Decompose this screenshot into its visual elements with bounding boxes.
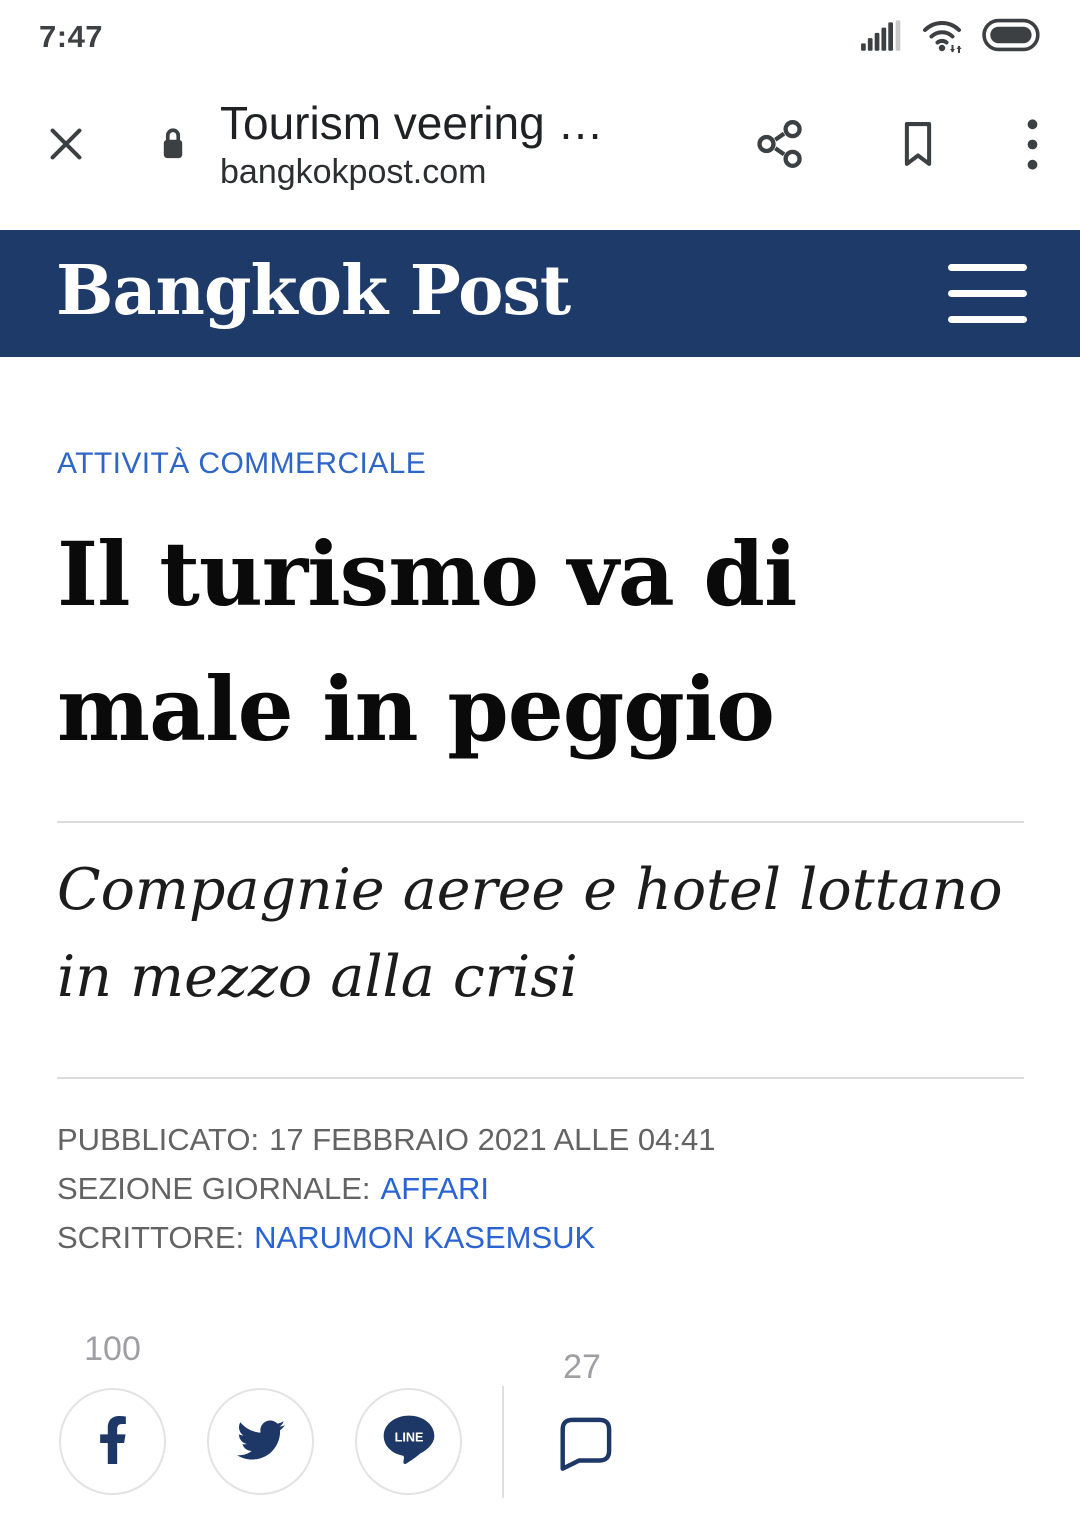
browser-page-title: Tourism veering … <box>220 97 604 149</box>
battery-icon <box>982 18 1044 57</box>
headline-line-1: Il turismo va di <box>57 522 797 626</box>
status-icons <box>860 16 1044 59</box>
lock-icon[interactable] <box>156 125 190 163</box>
svg-text:LINE: LINE <box>394 1430 423 1445</box>
section-label: SEZIONE GIORNALE: <box>57 1171 371 1206</box>
hamburger-menu-icon[interactable] <box>948 264 1027 323</box>
twitter-share-button[interactable] <box>207 1388 314 1495</box>
writer-row <box>57 1213 1024 1262</box>
status-bar <box>0 0 1080 70</box>
bookmark-icon[interactable] <box>895 119 941 169</box>
social-divider <box>502 1386 504 1498</box>
comment-icon <box>554 1414 612 1479</box>
section-row <box>57 1164 1024 1213</box>
signal-icon <box>860 18 904 57</box>
comments-button[interactable] <box>553 1416 613 1476</box>
overflow-menu-icon[interactable] <box>1027 119 1038 170</box>
page-title-block <box>220 96 603 192</box>
divider <box>57 1077 1024 1079</box>
comment-count: 27 <box>563 1348 601 1386</box>
share-count: 100 <box>84 1330 141 1368</box>
site-logo[interactable]: Bangkok Post <box>56 250 571 331</box>
writer-label: SCRITTORE: <box>57 1220 245 1255</box>
article-subhead <box>57 847 1024 1021</box>
line-share-button[interactable] <box>355 1388 462 1495</box>
article-meta <box>57 1115 1024 1262</box>
social-bar <box>0 1330 1080 1539</box>
section-link[interactable]: AFFARI <box>380 1171 490 1206</box>
headline-line-2: male in peggio <box>57 657 774 761</box>
line-icon <box>379 1410 439 1473</box>
site-header <box>0 230 1080 357</box>
facebook-icon <box>98 1413 128 1470</box>
browser-toolbar <box>0 70 1080 230</box>
subhead-line-1: Compagnie aeree e hotel lottano <box>57 857 1003 923</box>
category-link[interactable]: ATTIVITÀ COMMERCIALE <box>57 447 427 480</box>
writer-link[interactable]: NARUMON KASEMSUK <box>254 1220 596 1255</box>
browser-url: bangkokpost.com <box>220 153 487 191</box>
article <box>0 357 1080 1262</box>
published-label: PUBBLICATO: <box>57 1122 260 1157</box>
published-row <box>57 1115 1024 1164</box>
subhead-line-2: in mezzo alla crisi <box>57 944 578 1010</box>
twitter-icon <box>233 1416 289 1467</box>
facebook-share-button[interactable] <box>59 1388 166 1495</box>
browser-actions <box>753 117 1038 171</box>
close-icon[interactable] <box>42 120 90 168</box>
article-headline <box>57 507 1024 777</box>
wifi-icon <box>920 16 966 59</box>
divider <box>57 821 1024 823</box>
published-value: 17 FEBBRAIO 2021 ALLE 04:41 <box>269 1122 716 1157</box>
status-time: 7:47 <box>39 19 104 54</box>
share-icon[interactable] <box>753 117 807 171</box>
